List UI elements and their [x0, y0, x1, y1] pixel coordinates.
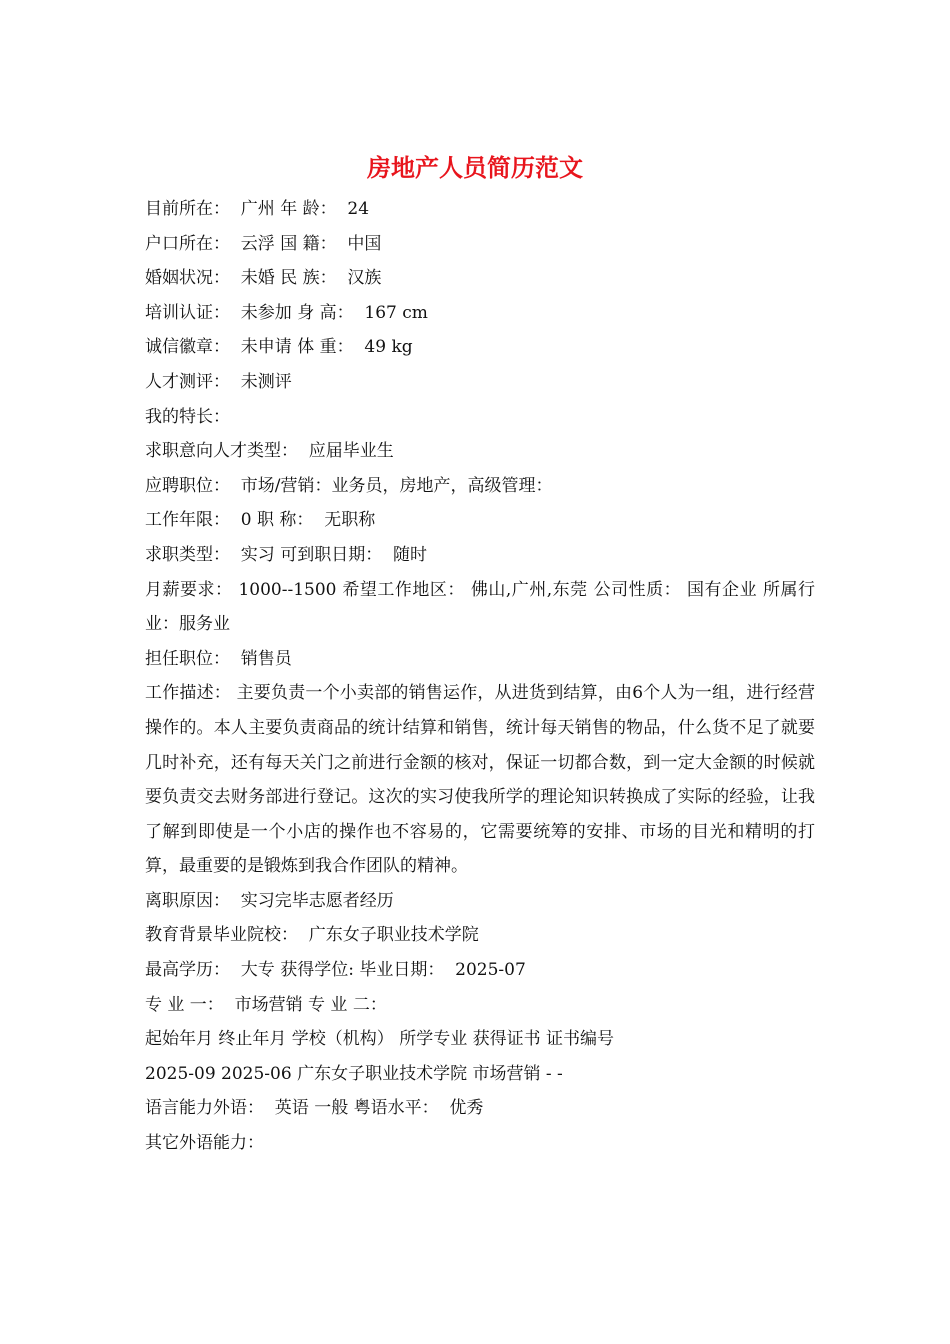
- field-other-languages: 其它外语能力：: [145, 1133, 264, 1154]
- field-work-description: 工作描述： 主要负责一个小卖部的销售运作，从进货到结算，由6个人为一组，进行经营操作的。本人主要负责商品的统计结算和销售，统计每天销售的物品，什么货不足了就要几时补充，还有每天关门之前进行金额的核对，保证一切都合数，到一定大金额的时候就要负责交去财务部进行登记。这次的实习使我所学的理论知识转换成了实际的经验，让我了解到即使是一个小店的操作也不容易的，它需要统筹的安排、市场的目光和精明的打算，最重要的是锻炼到我合作团队的精神。: [145, 683, 815, 877]
- field-majors: 专 业 一： 市场营销 专 业 二：: [145, 994, 387, 1015]
- field-training: 培训认证： 未参加 身 高： 167 cm: [145, 302, 428, 323]
- document-body: [145, 192, 815, 1161]
- field-job-type: 求职类型： 实习 可到职日期： 随时: [145, 544, 428, 565]
- field-specialty: 我的特长：: [145, 406, 230, 427]
- field-integrity-badge: 诚信徽章： 未申请 体 重： 49 kg: [145, 337, 413, 358]
- field-talent-assessment: 人才测评： 未测评: [145, 371, 292, 392]
- field-position-held: 担任职位： 销售员: [145, 648, 292, 669]
- field-talent-type: 求职意向人才类型： 应届毕业生: [145, 441, 394, 462]
- field-graduate-school: 教育背景毕业院校： 广东女子职业技术学院: [145, 925, 479, 946]
- field-leave-reason: 离职原因： 实习完毕志愿者经历: [145, 890, 394, 911]
- field-current-location: 目前所在： 广州 年 龄： 24: [145, 199, 370, 219]
- field-highest-degree: 最高学历： 大专 获得学位: 毕业日期： 2025-07: [145, 960, 526, 981]
- education-table-row: 2025-09 2025-06 广东女子职业技术学院 市场营销 - -: [145, 1063, 563, 1084]
- field-language-ability: 语言能力外语： 英语 一般 粤语水平： 优秀: [145, 1098, 484, 1119]
- field-applied-position: 应聘职位： 市场/营销：业务员，房地产，高级管理：: [145, 475, 553, 496]
- field-hukou: 户口所在： 云浮 国 籍： 中国: [145, 233, 382, 254]
- education-table-header: 起始年月 终止年月 学校（机构） 所学专业 获得证书 证书编号: [145, 1029, 615, 1050]
- field-salary: 月薪要求： 1000--1500 希望工作地区： 佛山,广州,东莞 公司性质： 国有企业 所属行业：服务业: [145, 579, 815, 635]
- field-work-years: 工作年限： 0 职 称： 无职称: [145, 510, 376, 531]
- document-title: 房地产人员简历范文: [367, 153, 583, 182]
- field-marital-status: 婚姻状况： 未婚 民 族： 汉族: [145, 268, 382, 289]
